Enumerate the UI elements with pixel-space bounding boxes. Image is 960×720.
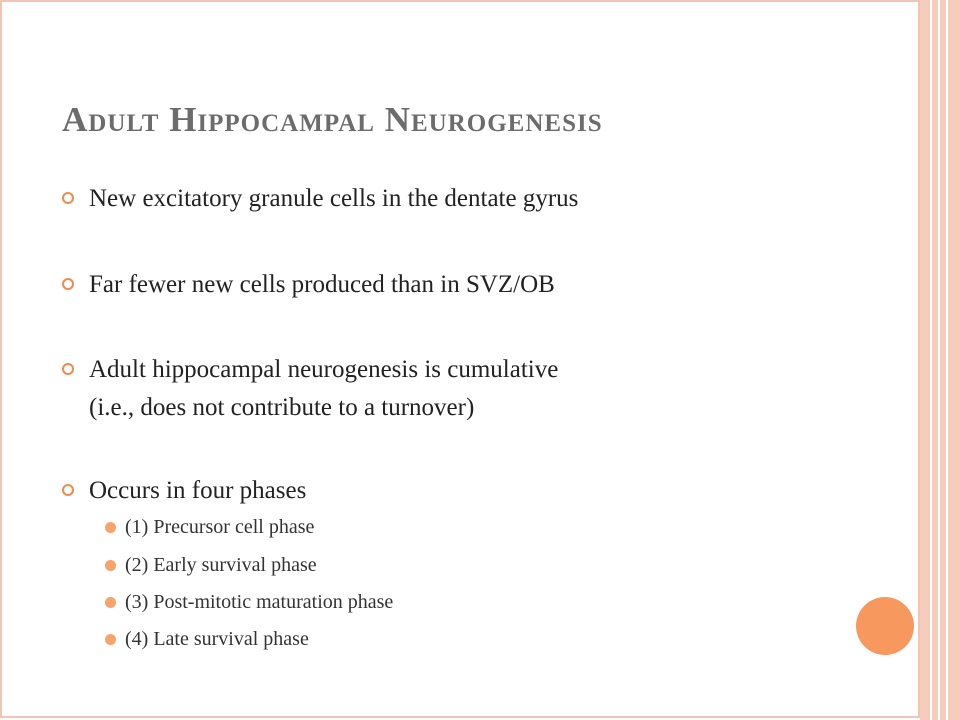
bullet-dot-icon <box>105 522 116 533</box>
bullet-dot-icon <box>105 634 116 645</box>
bullet-ring-icon <box>62 363 74 375</box>
sub-bullet-text: (2) Early survival phase <box>125 554 317 576</box>
decorative-stripe <box>948 0 960 720</box>
bullet-dot-icon <box>105 597 116 608</box>
bullet-text-line-2: (i.e., does not contribute to a turnover) <box>89 394 475 421</box>
bullet-text: Occurs in four phases <box>89 477 307 504</box>
bullet-ring-icon <box>62 278 74 290</box>
decorative-stripe <box>940 0 946 720</box>
sub-bullet-text: (3) Post-mitotic maturation phase <box>125 591 394 613</box>
sub-bullet-text: (1) Precursor cell phase <box>125 516 315 538</box>
bullet-text-line-1: Adult hippocampal neurogenesis is cumulative <box>89 356 559 383</box>
decorative-stripe <box>920 0 930 720</box>
decorative-stripe <box>932 0 938 720</box>
bullet-text: Far fewer new cells produced than in SVZ/OB <box>89 271 555 298</box>
bullet-text: New excitatory granule cells in the dentate gyrus <box>89 185 579 212</box>
sub-bullet-text: (4) Late survival phase <box>125 628 309 650</box>
slide-title: Adult Hippocampal Neurogenesis <box>62 100 603 139</box>
bullet-dot-icon <box>105 560 116 571</box>
bullet-ring-icon <box>62 192 74 204</box>
bullet-ring-icon <box>62 484 74 496</box>
decorative-circle <box>856 597 914 655</box>
